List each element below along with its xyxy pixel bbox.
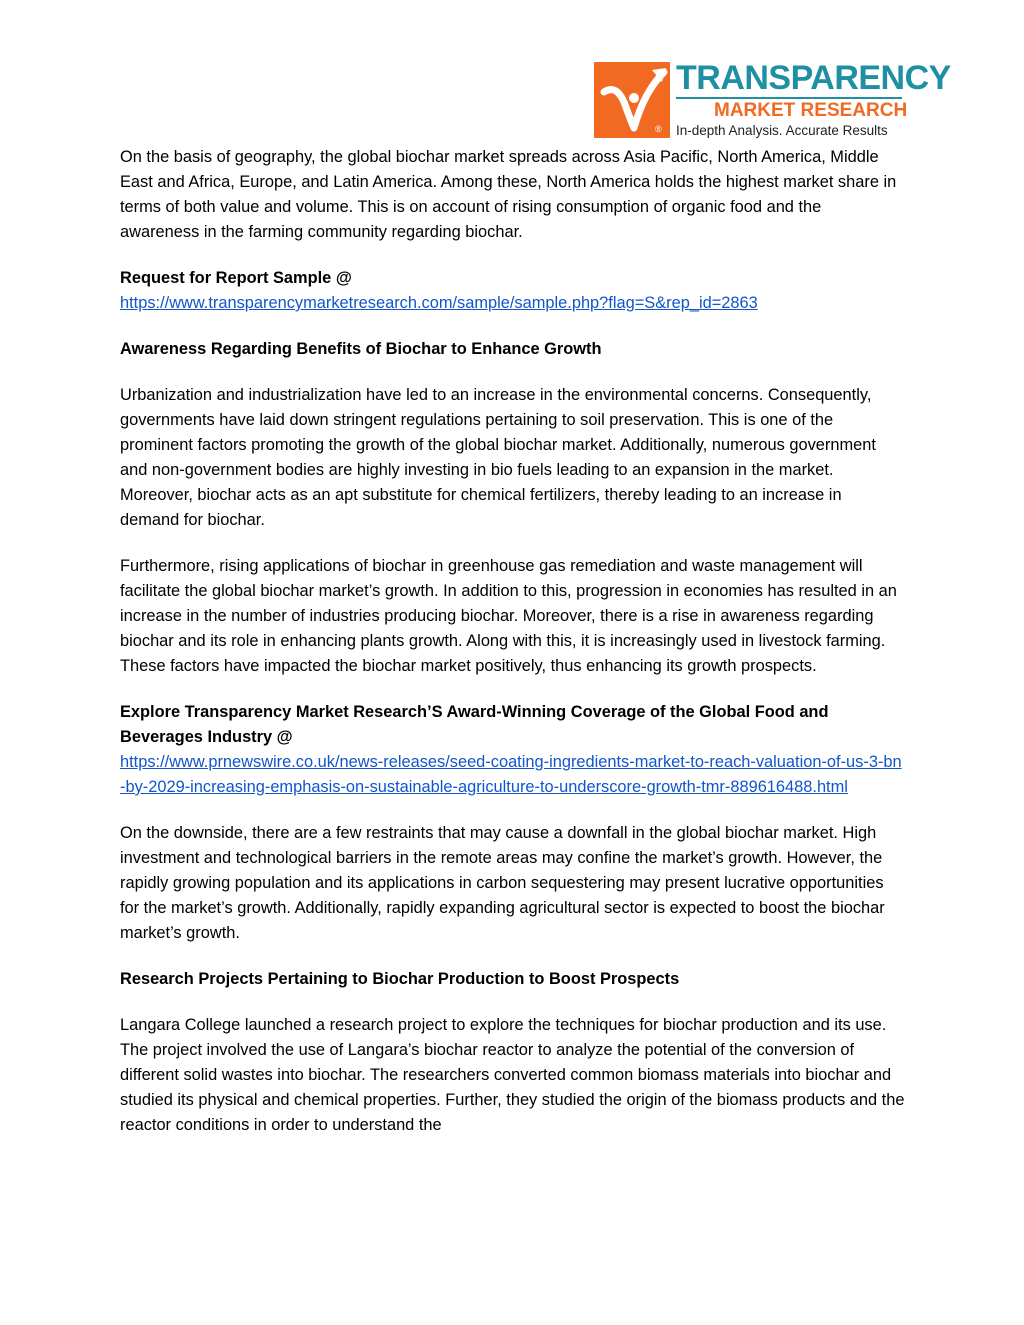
logo-divider	[676, 97, 902, 99]
explore-coverage-label: Explore Transparency Market Research’S Award-Winning Coverage of the Global Food and Beverages Industry @	[120, 703, 829, 746]
logo-brand-text: TRANSPARENCY	[676, 59, 951, 97]
logo-subtitle: MARKET RESEARCH	[714, 100, 908, 121]
sample-request-block	[120, 266, 905, 316]
sample-request-label: Request for Report Sample @	[120, 269, 352, 287]
paragraph-greenhouse: Furthermore, rising applications of biochar in greenhouse gas remediation and waste management will facilitate the global biochar market’s growth. In addition to this, progression in economies has resulted in an increase in the number of industries producing biochar. Moreover, there is a rise in awareness regarding biochar and its role in enhancing plants growth. Along with this, it is increasingly used in livestock farming. These factors have impacted the biochar market positively, thus enhancing its growth prospects.	[120, 557, 897, 675]
explore-coverage-block	[120, 700, 905, 800]
sample-request-link[interactable]: https://www.transparencymarketresearch.com/sample/sample.php?flag=S&rep_id=2863	[120, 294, 758, 312]
heading-awareness: Awareness Regarding Benefits of Biochar to Enhance Growth	[120, 340, 602, 358]
explore-coverage-link[interactable]: https://www.prnewswire.co.uk/news-releases/seed-coating-ingredients-market-to-reach-valuation-of-us-3-bn-by-2029-increasing-emphasis-on-sustainable-agriculture-to-underscore-growth-tmr-889616488.html	[120, 753, 902, 796]
paragraph-restraints: On the downside, there are a few restraints that may cause a downfall in the global biochar market. High investment and technological barriers in the remote areas may confine the market’s growth. However, the rapidly growing population and its applications in carbon sequestering may present lucrative opportunities for the market’s growth. Additionally, rapidly expanding agricultural sector is expected to boost the biochar market’s growth.	[120, 824, 885, 942]
paragraph-geography: On the basis of geography, the global biochar market spreads across Asia Pacific, North America, Middle East and Africa, Europe, and Latin America. Among these, North America holds the highest market share in terms of both value and volume. This is on account of rising consumption of organic food and the awareness in the farming community regarding biochar.	[120, 148, 897, 241]
heading-research-projects: Research Projects Pertaining to Biochar Production to Boost Prospects	[120, 970, 680, 988]
logo-check-icon	[594, 62, 670, 138]
company-logo	[594, 59, 951, 140]
registered-mark: ®	[655, 124, 662, 134]
logo-tagline: In-depth Analysis. Accurate Results	[676, 123, 888, 138]
paragraph-langara: Langara College launched a research project to explore the techniques for biochar production and its use. The project involved the use of Langara’s biochar reactor to analyze the potential of the conversion of different solid wastes into biochar. The researchers converted common biomass materials into biochar and studied its physical and chemical properties. Further, they studied the origin of the biomass products and the reactor conditions in order to understand the	[120, 1016, 905, 1134]
document-body	[120, 145, 905, 1159]
paragraph-urbanization: Urbanization and industrialization have led to an increase in the environmental concerns. Consequently, governments have laid down stringent regulations pertaining to soil preservation. This is one of the prominent factors promoting the growth of the global biochar market. Additionally, numerous government and non-government bodies are highly investing in bio fuels leading to an expansion in the market. Moreover, biochar acts as an apt substitute for chemical fertilizers, thereby leading to an increase in demand for biochar.	[120, 386, 876, 529]
